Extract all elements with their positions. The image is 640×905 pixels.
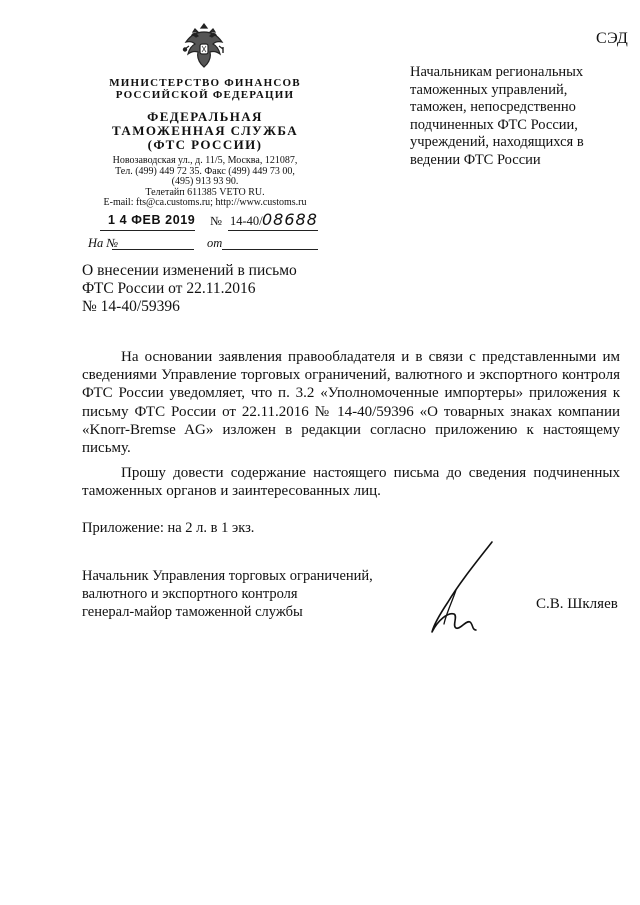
phone-line-2: (495) 913 93 90.	[171, 176, 239, 187]
addressee-line: Начальникам региональных	[410, 64, 584, 80]
ministry-name	[100, 77, 310, 101]
reference-number-blank	[112, 249, 194, 250]
email-line: E-mail: fts@ca.customs.ru; http://www.customs.ru	[103, 197, 307, 208]
ministry-line-1: МИНИСТЕРСТВО ФИНАНСОВ	[109, 77, 301, 89]
registration-date-stamp: 1 4 ФЕВ 2019	[108, 213, 196, 227]
addressee-block	[410, 64, 610, 170]
letter-body	[82, 348, 620, 501]
registration-number-underline	[228, 230, 318, 231]
registration-number-label: №	[210, 214, 222, 228]
reference-date-blank	[222, 249, 318, 250]
addressee-line: таможенных управлений,	[410, 81, 568, 98]
reference-date-label: от	[207, 236, 223, 250]
reference-number-label: На №	[88, 236, 119, 250]
signatory-position	[82, 568, 412, 621]
position-line-1: Начальник Управления торговых ограничений,	[82, 568, 373, 584]
attachment-note: Приложение: на 2 л. в 1 экз.	[82, 520, 255, 536]
handwritten-signature	[426, 540, 496, 636]
signer-name: С.В. Шкляев	[536, 596, 618, 612]
registration-date-underline	[100, 230, 195, 231]
position-line-3: генерал-майор таможенной службы	[82, 603, 303, 620]
registration-number-prefix: 14-40/	[230, 214, 263, 228]
subject-line: ФТС России от 22.11.2016	[82, 280, 256, 297]
body-paragraph-1: На основании заявления правообладателя и в связи с представленными им сведениями Управление торговых ограничений, валютного и экспортного контроля ФТС России уведомляет, что п. 3.2 «Уполномоченные импортеры» приложения к письму ФТС России от 22.11.2016 № 14-40/59396 «О товарных знаках компании «Knorr-Bremse AG» изложен в редакции согласно приложению к настоящему письму.	[82, 349, 620, 457]
subject-line: № 14-40/59396	[82, 298, 180, 315]
addressee-line: подчиненных ФТС России,	[410, 116, 578, 133]
body-paragraph-2: Прошу довести содержание настоящего письма до сведения подчиненных таможенных органов и заинтересованных лиц.	[82, 465, 620, 500]
phone-line: Тел. (499) 449 72 35. Факс (499) 449 73 00,	[115, 165, 295, 177]
addressee-line: учреждений, находящихся в	[410, 134, 584, 151]
coat-of-arms-emblem	[181, 20, 227, 70]
addressee-line: ведении ФТС России	[410, 151, 541, 168]
position-line-2: валютного и экспортного контроля	[82, 585, 298, 602]
teletype-line: Телетайп 611385 VETO RU.	[145, 186, 265, 198]
service-line-3: (ФТС РОССИИ)	[147, 137, 263, 152]
address-line: Новозаводская ул., д. 11/5, Москва, 121087,	[112, 155, 298, 166]
addressee-line: таможен, непосредственно	[410, 99, 576, 116]
subject-line: О внесении изменений в письмо	[82, 262, 297, 279]
service-name	[100, 110, 310, 152]
registration-number-handwritten: 08688	[262, 210, 318, 229]
ministry-line-2: РОССИЙСКОЙ ФЕДЕРАЦИИ	[115, 89, 295, 101]
service-line-1: ФЕДЕРАЛЬНАЯ	[147, 109, 263, 124]
contact-block	[88, 156, 322, 209]
service-line-2: ТАМОЖЕННАЯ СЛУЖБА	[111, 123, 298, 138]
letter-subject	[82, 262, 322, 316]
sed-stamp: СЭД	[596, 30, 629, 47]
